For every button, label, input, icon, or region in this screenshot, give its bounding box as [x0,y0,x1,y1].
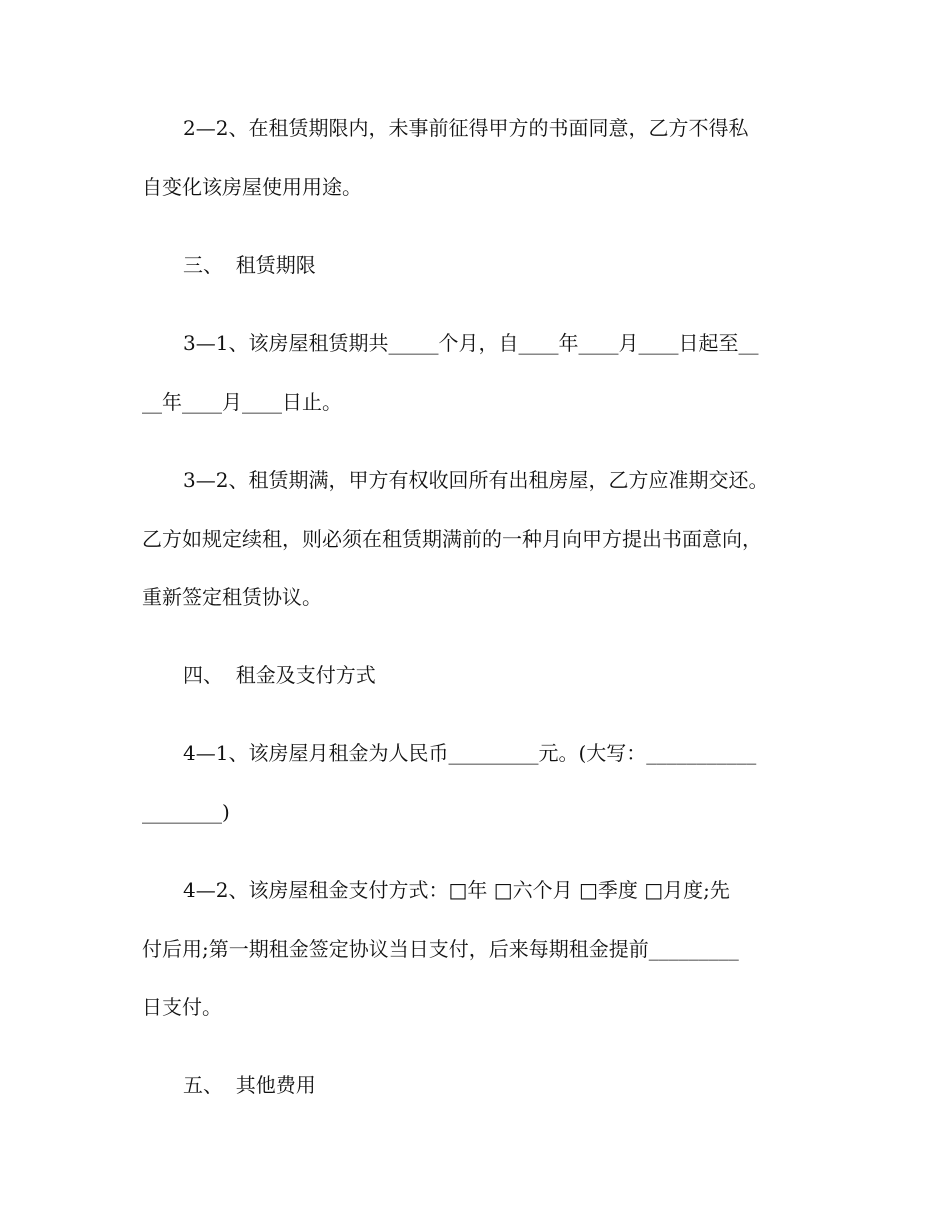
clause-3-1-line-2: __年____月____日止。 [142,390,342,414]
clause-3-2-line-3: 重新签定租赁协议。 [142,585,322,609]
clause-3-2-line-1: 3—2、租赁期满，甲方有权收回所有出租房屋，乙方应准期交还。 [183,468,769,492]
clause-4-2-line-2: 付后用;第一期租金签定协议当日支付，后来每期租金提前_________ [142,937,739,961]
clause-4-1-line-1: 4—1、该房屋月租金为人民币_________元。(大写：___________ [183,741,757,765]
clause-4-2-line-3: 日支付。 [142,995,222,1019]
clause-3-1-line-1: 3—1、该房屋租赁期共_____个月，自____年____月____日起至__ [183,331,759,355]
clause-3-2-line-2: 乙方如规定续租，则必须在租赁期满前的一种月向甲方提出书面意向， [142,527,762,551]
section-4-heading: 四、 租金及支付方式 [183,663,376,687]
clause-4-2-line-1: 4—2、该房屋租金支付方式：□年 □六个月 □季度 □月度;先 [183,878,730,902]
clause-2-2-line-2: 自变化该房屋使用用途。 [142,175,362,199]
section-3-heading: 三、 租赁期限 [183,253,316,277]
section-5-heading: 五、 其他费用 [183,1073,316,1097]
clause-4-1-line-2: ________) [142,800,230,824]
clause-2-2-line-1: 2—2、在租赁期限内，未事前征得甲方的书面同意，乙方不得私 [183,116,749,140]
